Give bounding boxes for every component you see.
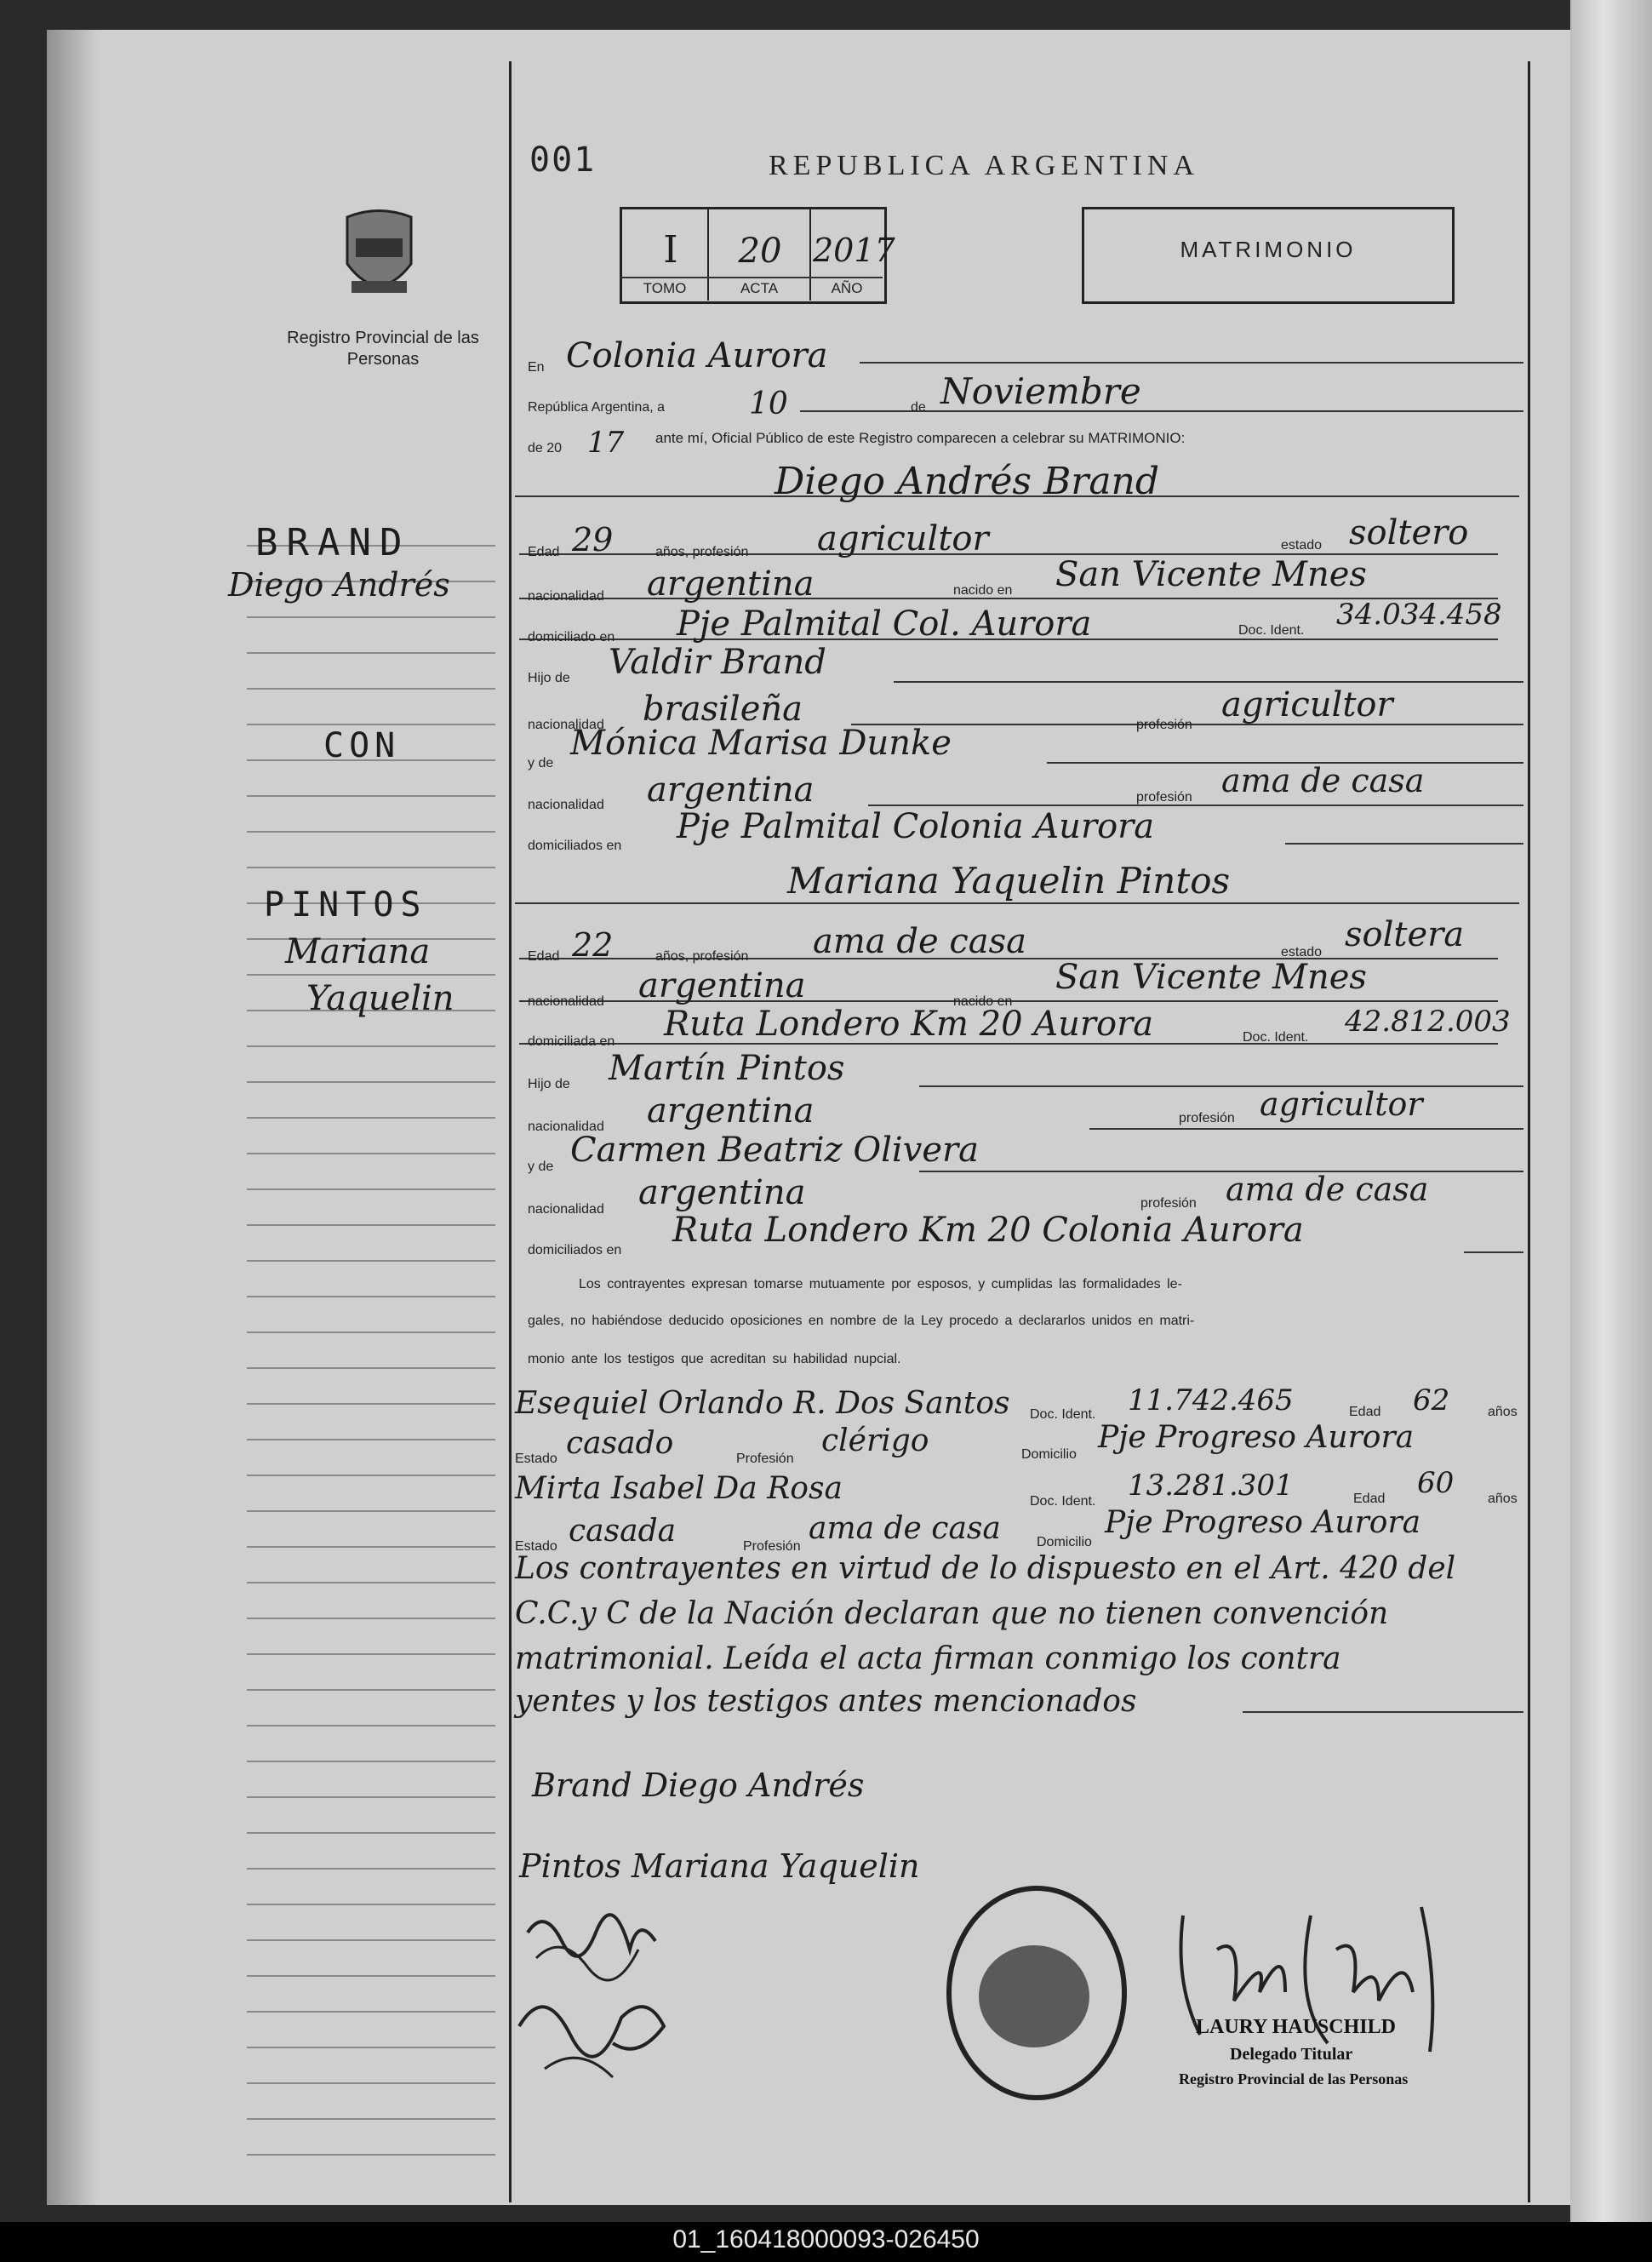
margin-rule-line bbox=[247, 1331, 495, 1333]
margin-rule-line bbox=[247, 974, 495, 976]
witness1-doc-label: Doc. Ident. bbox=[1030, 1407, 1096, 1422]
underline-rule bbox=[860, 362, 1523, 364]
margin-rule-line bbox=[247, 1761, 495, 1762]
margin-bride-surname: PINTOS bbox=[264, 885, 428, 925]
witness2-doc-label: Doc. Ident. bbox=[1030, 1494, 1096, 1509]
witness2-age-label: Edad bbox=[1353, 1492, 1386, 1506]
witness1-status-label: Estado bbox=[515, 1452, 557, 1466]
witness2-doc: 13.281.301 bbox=[1128, 1469, 1294, 1503]
groom-mother-nat-label: nacionalidad bbox=[528, 798, 604, 812]
bride-doc: 42.812.003 bbox=[1345, 1005, 1511, 1039]
groom-mother-profession: ama de casa bbox=[1221, 762, 1425, 799]
bride-doc-label: Doc. Ident. bbox=[1243, 1030, 1309, 1045]
groom-status-label: estado bbox=[1281, 538, 1323, 553]
groom-father-label: Hijo de bbox=[528, 671, 570, 685]
margin-rule-line bbox=[247, 2047, 495, 2048]
margin-rule-line bbox=[247, 1796, 495, 1798]
margin-rule-line bbox=[247, 2082, 495, 2084]
legal-text-line-2: gales, no habiéndose deducido oposiciones en nombre de la Ley procedo a declararlos unidos en matri- bbox=[528, 1314, 1195, 1328]
acta-label: ACTA bbox=[740, 280, 779, 296]
witness2-age-unit: años bbox=[1488, 1492, 1518, 1506]
bride-parents-domicile-label: domiciliados en bbox=[528, 1243, 622, 1257]
country-title: REPUBLICA ARGENTINA bbox=[769, 150, 1199, 181]
witness2-prof-label: Profesión bbox=[743, 1539, 801, 1554]
margin-rule-line bbox=[247, 1582, 495, 1583]
groom-profession: agricultor bbox=[817, 519, 989, 558]
witness1-age: 62 bbox=[1413, 1383, 1450, 1417]
province-logo bbox=[339, 204, 420, 306]
underline-rule bbox=[800, 410, 1523, 412]
margin-rule-line bbox=[247, 1296, 495, 1297]
witness1-doc: 11.742.465 bbox=[1128, 1383, 1294, 1417]
legal-text-line-3: monio ante los testigos que acreditan su habilidad nupcial. bbox=[528, 1352, 901, 1366]
margin-rule-line bbox=[247, 1188, 495, 1190]
year-suffix: 17 bbox=[587, 426, 625, 460]
groom-status: soltero bbox=[1349, 513, 1469, 553]
officer-title: Delegado Titular bbox=[1230, 2045, 1353, 2064]
bride-mother: Carmen Beatriz Olivera bbox=[570, 1131, 979, 1170]
groom-parents-domicile: Pje Palmital Colonia Aurora bbox=[677, 807, 1155, 846]
groom-doc: 34.034.458 bbox=[1336, 598, 1502, 632]
groom-domicile: Pje Palmital Col. Aurora bbox=[677, 604, 1092, 644]
underline-rule bbox=[515, 902, 1519, 904]
registry-name: Registro Provincial de las Personas bbox=[287, 329, 479, 369]
bride-mother-label: y de bbox=[528, 1160, 554, 1174]
witness2-age: 60 bbox=[1417, 1466, 1455, 1500]
bride-mother-profession: ama de casa bbox=[1226, 1171, 1429, 1208]
record-box-label-line bbox=[620, 277, 883, 278]
margin-rule-line bbox=[247, 1260, 495, 1262]
place-value: Colonia Aurora bbox=[566, 336, 828, 375]
witness-signatures bbox=[511, 1898, 681, 2103]
margin-rule-line bbox=[247, 867, 495, 868]
de-label: de bbox=[911, 400, 926, 415]
year-prefix: de 20 bbox=[528, 441, 563, 455]
margin-rule-line bbox=[247, 1439, 495, 1440]
bride-profession: ama de casa bbox=[813, 922, 1026, 961]
bride-age: 22 bbox=[572, 926, 614, 964]
margin-divider-right bbox=[1528, 61, 1530, 2202]
margin-bride-given-2: Yaquelin bbox=[306, 979, 454, 1018]
officer-office: Registro Provincial de las Personas bbox=[1179, 2070, 1409, 2087]
bride-nationality-label: nacionalidad bbox=[528, 994, 604, 1009]
margin-rule-line bbox=[247, 652, 495, 654]
bride-nationality: argentina bbox=[638, 966, 806, 1005]
margin-rule-line bbox=[247, 1975, 495, 1977]
notes-line-1: Los contrayentes en virtud de lo dispuesto en el Art. 420 del bbox=[515, 1551, 1456, 1586]
margin-rule-line bbox=[247, 616, 495, 618]
margin-rule-line bbox=[247, 1689, 495, 1691]
margin-divider-left bbox=[509, 61, 512, 2202]
groom-age-label: Edad bbox=[528, 545, 560, 559]
groom-age-unit: años, profesión bbox=[655, 545, 749, 559]
margin-rule-line bbox=[247, 1367, 495, 1369]
record-type: MATRIMONIO bbox=[1180, 237, 1357, 262]
witness1-domicile: Pje Progreso Aurora bbox=[1098, 1420, 1415, 1455]
groom-domicile-label: domiciliado en bbox=[528, 630, 615, 644]
bride-mother-prof-label: profesión bbox=[1140, 1196, 1197, 1211]
margin-rule-line bbox=[247, 1546, 495, 1548]
margin-rule-line bbox=[247, 2118, 495, 2120]
margin-rule-line bbox=[247, 1224, 495, 1226]
margin-rule-line bbox=[247, 1832, 495, 1834]
margin-rule-line bbox=[247, 2154, 495, 2156]
witness1-age-label: Edad bbox=[1349, 1405, 1381, 1419]
underline-rule bbox=[919, 1085, 1523, 1087]
witness1-profession: clérigo bbox=[821, 1423, 929, 1458]
groom-father-prof-label: profesión bbox=[1136, 718, 1192, 732]
underline-rule bbox=[1089, 1128, 1523, 1130]
groom-father: Valdir Brand bbox=[609, 643, 826, 682]
witness1-name: Esequiel Orlando R. Dos Santos bbox=[515, 1386, 1010, 1421]
notes-line-3: matrimonial. Leída el acta firman conmigo los contra bbox=[515, 1641, 1341, 1676]
anio-label: AÑO bbox=[831, 280, 863, 296]
margin-rule-line bbox=[247, 795, 495, 797]
bride-domicile: Ruta Londero Km 20 Aurora bbox=[664, 1005, 1154, 1044]
witness2-domicile: Pje Progreso Aurora bbox=[1105, 1505, 1421, 1540]
margin-rule-line bbox=[247, 1045, 495, 1047]
margin-bride-given-1: Mariana bbox=[285, 932, 431, 971]
groom-name: Diego Andrés Brand bbox=[775, 460, 1160, 503]
bride-status: soltera bbox=[1345, 915, 1465, 954]
groom-nationality: argentina bbox=[647, 564, 815, 604]
month-value: Noviembre bbox=[940, 370, 1141, 412]
groom-nationality-label: nacionalidad bbox=[528, 589, 604, 604]
bride-born-label: nacido en bbox=[953, 994, 1013, 1009]
bride-domicile-label: domiciliada en bbox=[528, 1034, 615, 1049]
legal-text-line-1: Los contrayentes expresan tomarse mutuamente por esposos, y cumplidas las formalidades le- bbox=[579, 1277, 1182, 1291]
place-label: En bbox=[528, 360, 545, 375]
bride-father-profession: agricultor bbox=[1260, 1085, 1423, 1123]
margin-rule-line bbox=[247, 688, 495, 690]
margin-rule-line bbox=[247, 1904, 495, 1905]
margin-rule-line bbox=[247, 2011, 495, 2013]
witness2-status: casada bbox=[569, 1514, 677, 1549]
groom-mother-prof-label: profesión bbox=[1136, 790, 1192, 805]
bride-parents-domicile: Ruta Londero Km 20 Colonia Aurora bbox=[672, 1211, 1304, 1250]
groom-father-profession: agricultor bbox=[1221, 685, 1393, 724]
margin-rule-line bbox=[247, 1510, 495, 1512]
bride-signature: Pintos Mariana Yaquelin bbox=[519, 1847, 920, 1885]
groom-doc-label: Doc. Ident. bbox=[1238, 623, 1305, 638]
groom-mother-nationality: argentina bbox=[647, 770, 815, 810]
margin-rule-line bbox=[247, 1117, 495, 1119]
page-number: 001 bbox=[529, 140, 597, 180]
seal-emblem bbox=[979, 1945, 1089, 2047]
underline-rule bbox=[919, 1171, 1523, 1172]
bride-age-unit: años, profesión bbox=[655, 949, 749, 964]
witness1-dom-label: Domicilio bbox=[1021, 1447, 1077, 1462]
bride-mother-nat-label: nacionalidad bbox=[528, 1202, 604, 1217]
margin-connector: CON bbox=[323, 726, 401, 765]
groom-born-label: nacido en bbox=[953, 583, 1013, 598]
underline-rule bbox=[1243, 1711, 1523, 1713]
acta-value: 20 bbox=[738, 232, 782, 271]
groom-mother-label: y de bbox=[528, 756, 554, 770]
witness2-status-label: Estado bbox=[515, 1539, 557, 1554]
groom-age: 29 bbox=[572, 521, 614, 558]
bride-age-label: Edad bbox=[528, 949, 560, 964]
tomo-label: TOMO bbox=[643, 280, 687, 296]
appearance-text: ante mí, Oficial Público de este Registro comparecen a celebrar su MATRIMONIO: bbox=[655, 430, 1186, 446]
bride-father-prof-label: profesión bbox=[1179, 1111, 1235, 1125]
margin-groom-surname: BRAND bbox=[255, 521, 411, 564]
margin-rule-line bbox=[247, 1939, 495, 1941]
groom-parents-domicile-label: domiciliados en bbox=[528, 839, 622, 853]
witness2-profession: ama de casa bbox=[809, 1511, 1001, 1546]
bride-father: Martín Pintos bbox=[609, 1049, 845, 1088]
underline-rule bbox=[868, 805, 1523, 806]
bride-status-label: estado bbox=[1281, 945, 1323, 959]
bride-father-nat-label: nacionalidad bbox=[528, 1120, 604, 1134]
notes-line-2: C.C.y C de la Nación declaran que no tienen convención bbox=[515, 1596, 1389, 1631]
anio-value: 2017 bbox=[813, 232, 895, 269]
witness1-age-unit: años bbox=[1488, 1405, 1518, 1419]
notes-line-4: yentes y los testigos antes mencionados bbox=[515, 1684, 1137, 1719]
groom-signature: Brand Diego Andrés bbox=[532, 1767, 865, 1804]
margin-rule-line bbox=[247, 1725, 495, 1727]
margin-rule-line bbox=[247, 1653, 495, 1655]
underline-rule bbox=[1285, 843, 1523, 845]
witness1-status: casado bbox=[566, 1426, 674, 1461]
bride-name: Mariana Yaquelin Pintos bbox=[787, 860, 1231, 902]
bride-father-label: Hijo de bbox=[528, 1077, 570, 1091]
groom-born: San Vicente Mnes bbox=[1055, 555, 1367, 594]
margin-rule-line bbox=[247, 724, 495, 725]
margin-rule-line bbox=[247, 831, 495, 833]
page-shadow bbox=[47, 30, 98, 2205]
groom-mother: Mónica Marisa Dunke bbox=[570, 724, 952, 763]
witness1-prof-label: Profesión bbox=[736, 1452, 794, 1466]
groom-father-nat-label: nacionalidad bbox=[528, 718, 604, 732]
image-id-caption: 01_160418000093-026450 bbox=[672, 2225, 980, 2253]
underline-rule bbox=[894, 681, 1523, 683]
margin-rule-line bbox=[247, 1081, 495, 1083]
witness2-dom-label: Domicilio bbox=[1037, 1535, 1092, 1549]
bride-father-nationality: argentina bbox=[647, 1091, 815, 1131]
tomo-value: I bbox=[663, 228, 678, 272]
margin-groom-given: Diego Andrés bbox=[228, 566, 450, 604]
margin-rule-line bbox=[247, 1403, 495, 1405]
margin-rule-line bbox=[247, 1618, 495, 1619]
margin-rule-line bbox=[247, 1153, 495, 1154]
margin-rule-line bbox=[247, 1475, 495, 1476]
witness2-name: Mirta Isabel Da Rosa bbox=[515, 1471, 843, 1506]
margin-rule-line bbox=[247, 1868, 495, 1870]
day-value: 10 bbox=[749, 387, 788, 421]
underline-rule bbox=[1464, 1251, 1523, 1253]
bride-born: San Vicente Mnes bbox=[1055, 958, 1367, 997]
officer-name: LAURY HAUSCHILD bbox=[1196, 2016, 1396, 2038]
book-edge bbox=[1570, 0, 1652, 2222]
bride-mother-nationality: argentina bbox=[638, 1173, 806, 1212]
groom-father-nationality: brasileña bbox=[643, 690, 803, 729]
date-prefix: República Argentina, a bbox=[528, 400, 665, 415]
